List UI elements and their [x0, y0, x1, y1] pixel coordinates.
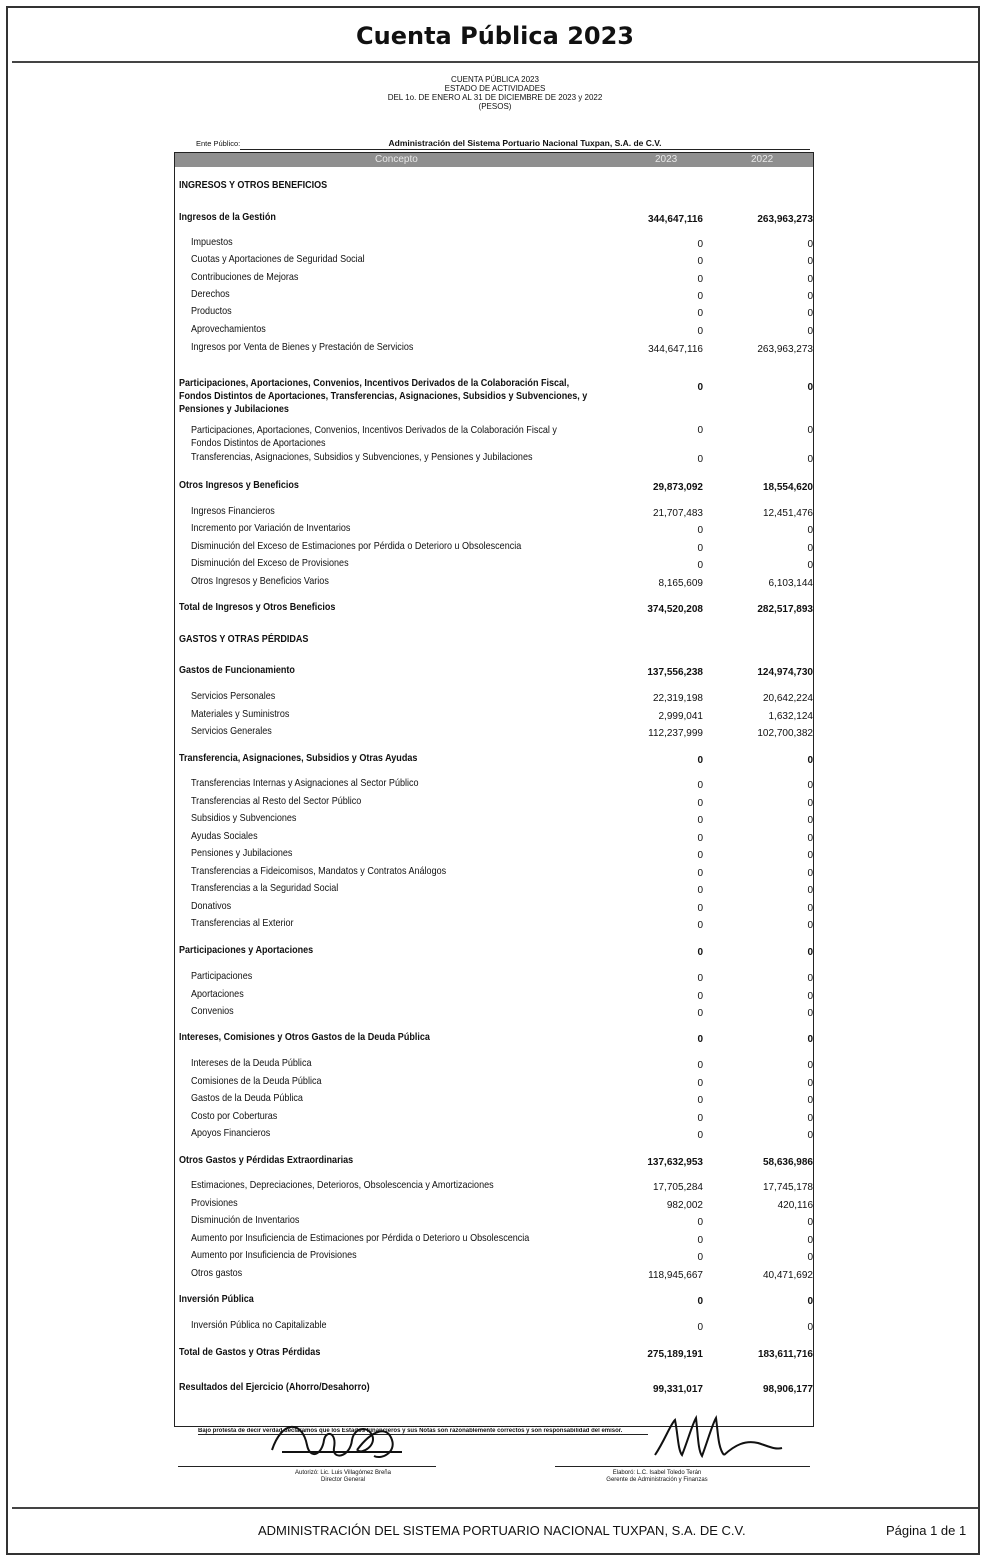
table-row	[175, 522, 813, 538]
row-label: Participaciones, Aportaciones, Convenios, Incentivos Derivados de la Colaboración Fiscal,	[179, 377, 570, 389]
row-label: INGRESOS Y OTROS BENEFICIOS	[179, 179, 328, 191]
row-label: Comisiones de la Deuda Pública	[191, 1075, 322, 1087]
value-2023: 0	[697, 1095, 703, 1106]
value-2023: 99,331,017	[652, 1384, 703, 1395]
top-divider	[12, 61, 978, 63]
value-2023: 275,189,191	[647, 1349, 703, 1360]
table-row	[175, 479, 813, 495]
table-row	[175, 1197, 813, 1213]
table-row	[175, 1267, 813, 1283]
row-label: Impuestos	[191, 236, 233, 248]
table-row	[175, 1179, 813, 1195]
report-line-4: (PESOS)	[478, 102, 512, 111]
value-2023: 0	[697, 1235, 703, 1246]
value-2023: 0	[697, 256, 703, 267]
row-label-continued: Pensiones y Jubilaciones	[179, 403, 289, 415]
row-label-continued: Fondos Distintos de Aportaciones	[191, 437, 326, 449]
signature-left	[262, 1410, 412, 1470]
footer-organization: ADMINISTRACIÓN DEL SISTEMA PORTUARIO NACIONAL TUXPAN, S.A. DE C.V.	[258, 1523, 746, 1538]
row-label: Transferencias Internas y Asignaciones al Sector Público	[191, 777, 419, 789]
signer-right	[582, 1470, 732, 1484]
table-row	[175, 664, 813, 680]
value-2023: 344,647,116	[648, 344, 703, 355]
report-line-1: CUENTA PÚBLICA 2023	[451, 75, 539, 84]
table-row	[175, 1057, 813, 1073]
table-row	[175, 1127, 813, 1143]
table-row	[175, 795, 813, 811]
value-2022: 0	[807, 560, 813, 571]
table-row	[175, 917, 813, 933]
table-row	[175, 777, 813, 793]
value-2023: 0	[697, 1008, 703, 1019]
value-2023: 0	[697, 1034, 703, 1045]
signature-line-left	[178, 1466, 436, 1467]
value-2022: 20,642,224	[762, 693, 813, 704]
row-label: Gastos de la Deuda Pública	[191, 1092, 303, 1104]
value-2022: 0	[807, 850, 813, 861]
value-2022: 0	[807, 425, 813, 436]
value-2022: 0	[807, 947, 813, 958]
value-2022: 0	[807, 868, 813, 879]
value-2023: 0	[697, 425, 703, 436]
value-2023: 2,999,041	[658, 711, 703, 722]
table-row	[175, 690, 813, 706]
table-row	[175, 236, 813, 252]
value-2022: 0	[807, 798, 813, 809]
value-2023: 0	[697, 755, 703, 766]
value-2023: 0	[697, 525, 703, 536]
value-2023: 0	[697, 920, 703, 931]
row-label: Derechos	[191, 288, 230, 300]
value-2023: 0	[697, 1060, 703, 1071]
value-2022: 17,745,178	[762, 1182, 813, 1193]
value-2022: 0	[807, 991, 813, 1002]
row-label: Pensiones y Jubilaciones	[191, 847, 293, 859]
row-label: Otros Ingresos y Beneficios	[179, 479, 299, 491]
row-label: Ayudas Sociales	[191, 830, 258, 842]
table-row	[175, 1232, 813, 1248]
row-label: Subsidios y Subvenciones	[191, 812, 297, 824]
value-2023: 0	[697, 885, 703, 896]
row-label: Disminución del Exceso de Provisiones	[191, 557, 349, 569]
value-2022: 0	[807, 1296, 813, 1307]
table-row	[175, 1110, 813, 1126]
table-row	[175, 179, 813, 195]
row-label: GASTOS Y OTRAS PÉRDIDAS	[179, 633, 309, 645]
table-row	[175, 575, 813, 591]
footer-page-number: Página 1 de 1	[886, 1523, 967, 1538]
value-2022: 0	[807, 903, 813, 914]
table-row	[175, 211, 813, 227]
row-label: Costo por Coberturas	[191, 1110, 278, 1122]
row-label: Intereses, Comisiones y Otros Gastos de la Deuda Pública	[179, 1031, 430, 1043]
table-row	[175, 1154, 813, 1170]
table-row	[175, 1214, 813, 1230]
row-label: Aumento por Insuficiencia de Estimaciones por Pérdida o Deterioro u Obsolescencia	[191, 1232, 530, 1244]
table-row	[175, 288, 813, 304]
row-label: Otros Ingresos y Beneficios Varios	[191, 575, 329, 587]
row-label: Provisiones	[191, 1197, 238, 1209]
value-2022: 98,906,177	[762, 1384, 813, 1395]
value-2023: 8,165,609	[658, 578, 703, 589]
table-row	[175, 601, 813, 617]
value-2022: 0	[807, 1252, 813, 1263]
value-2022: 0	[807, 1034, 813, 1045]
value-2022: 263,963,273	[757, 214, 813, 225]
table-row	[175, 812, 813, 828]
row-label: Inversión Pública	[179, 1293, 254, 1305]
value-2022: 0	[807, 454, 813, 465]
value-2023: 0	[697, 798, 703, 809]
row-label: Total de Ingresos y Otros Beneficios	[179, 601, 336, 613]
table-row	[175, 424, 813, 449]
row-label: Transferencia, Asignaciones, Subsidios y Otras Ayudas	[179, 752, 418, 764]
value-2022: 0	[807, 1113, 813, 1124]
signature-declaration: Bajo protesta de decir verdad declaramos que los Estados Financieros y sus Notas son razonablemente correctos y son responsabilidad del emisor.	[198, 1428, 648, 1435]
value-2023: 0	[697, 239, 703, 250]
value-2023: 0	[697, 850, 703, 861]
signer-left	[268, 1470, 418, 1484]
value-2022: 40,471,692	[762, 1270, 813, 1281]
row-label: Otros Gastos y Pérdidas Extraordinarias	[179, 1154, 354, 1166]
table-row	[175, 540, 813, 556]
value-2023: 22,319,198	[652, 693, 703, 704]
value-2022: 263,963,273	[757, 344, 813, 355]
row-label: Donativos	[191, 900, 232, 912]
row-label: Servicios Personales	[191, 690, 276, 702]
value-2023: 0	[697, 991, 703, 1002]
value-2022: 18,554,620	[762, 482, 813, 493]
value-2022: 0	[807, 1095, 813, 1106]
table-row	[175, 323, 813, 339]
signer-right-name: Elaboró: L.C. Isabel Toledo Terán	[612, 1470, 702, 1476]
row-label: Transferencias, Asignaciones, Subsidios y Subvenciones, y Pensiones y Jubilaciones	[191, 451, 533, 463]
value-2023: 0	[697, 833, 703, 844]
row-label: Ingresos por Venta de Bienes y Prestación de Servicios	[191, 341, 414, 353]
page-title: Cuenta Pública 2023	[356, 22, 634, 50]
table-row	[175, 988, 813, 1004]
value-2022: 0	[807, 308, 813, 319]
statement-table	[174, 152, 814, 1427]
table-row	[175, 970, 813, 986]
value-2023: 0	[697, 1252, 703, 1263]
value-2022: 0	[807, 1217, 813, 1228]
row-label: Disminución del Exceso de Estimaciones por Pérdida o Deterioro u Obsolescencia	[191, 540, 522, 552]
value-2023: 0	[697, 308, 703, 319]
value-2023: 137,632,953	[647, 1157, 703, 1168]
value-2022: 12,451,476	[762, 508, 813, 519]
value-2023: 0	[697, 274, 703, 285]
bottom-divider	[12, 1507, 978, 1509]
value-2022: 0	[807, 291, 813, 302]
signer-right-title: Gerente de Administración y Finanzas	[606, 1477, 708, 1483]
value-2022: 0	[807, 239, 813, 250]
row-label: Aportaciones	[191, 988, 244, 1000]
value-2023: 0	[697, 1130, 703, 1141]
value-2023: 0	[697, 560, 703, 571]
value-2023: 21,707,483	[652, 508, 703, 519]
value-2023: 0	[697, 903, 703, 914]
table-row	[175, 271, 813, 287]
table-row	[175, 633, 813, 649]
value-2023: 118,945,667	[648, 1270, 703, 1281]
report-line-2: ESTADO DE ACTIVIDADES	[444, 84, 546, 93]
row-label: Contribuciones de Mejoras	[191, 271, 299, 283]
row-label: Convenios	[191, 1005, 234, 1017]
value-2022: 1,632,124	[768, 711, 813, 722]
value-2023: 344,647,116	[647, 214, 703, 225]
signature-line-right	[555, 1466, 810, 1467]
report-line-3: DEL 1o. DE ENERO AL 31 DE DICIEMBRE DE 2023 y 2022	[387, 93, 603, 102]
value-2022: 0	[807, 326, 813, 337]
table-row	[175, 1075, 813, 1091]
table-row	[175, 1249, 813, 1265]
value-2022: 0	[807, 780, 813, 791]
table-header	[175, 153, 813, 167]
value-2022: 183,611,716	[757, 1349, 813, 1360]
table-row	[175, 830, 813, 846]
table-row	[175, 557, 813, 573]
table-row	[175, 1319, 813, 1335]
signer-left-title: Director General	[320, 1477, 365, 1483]
table-row	[175, 305, 813, 321]
table-row	[175, 451, 813, 467]
column-header-2022: 2022	[751, 154, 774, 165]
table-row	[175, 900, 813, 916]
report-header	[0, 75, 990, 111]
value-2022: 0	[807, 1008, 813, 1019]
value-2023: 0	[697, 1078, 703, 1089]
table-row	[175, 1381, 813, 1397]
row-label: Disminución de Inventarios	[191, 1214, 300, 1226]
value-2022: 0	[807, 833, 813, 844]
value-2022: 282,517,893	[757, 604, 813, 615]
value-2023: 17,705,284	[652, 1182, 703, 1193]
row-label: Estimaciones, Depreciaciones, Deterioros, Obsolescencia y Amortizaciones	[191, 1179, 494, 1191]
value-2023: 0	[697, 382, 703, 393]
row-label: Ingresos Financieros	[191, 505, 275, 517]
value-2022: 0	[807, 382, 813, 393]
value-2023: 0	[697, 454, 703, 465]
value-2023: 0	[697, 973, 703, 984]
table-row	[175, 847, 813, 863]
row-label-continued: Fondos Distintos de Aportaciones, Transferencias, Asignaciones, Subsidios y Subvenciones, y	[179, 390, 588, 402]
table-row	[175, 253, 813, 269]
value-2022: 124,974,730	[757, 667, 813, 678]
row-label: Transferencias al Exterior	[191, 917, 294, 929]
value-2022: 0	[807, 920, 813, 931]
value-2023: 0	[697, 780, 703, 791]
row-label: Participaciones y Aportaciones	[179, 944, 314, 956]
value-2022: 420,116	[777, 1200, 813, 1211]
table-row	[175, 944, 813, 960]
entity-name: Administración del Sistema Portuario Nacional Tuxpan, S.A. de C.V.	[240, 138, 810, 150]
row-label: Productos	[191, 305, 232, 317]
table-row	[175, 708, 813, 724]
value-2023: 0	[697, 326, 703, 337]
row-label: Materiales y Suministros	[191, 708, 290, 720]
value-2023: 0	[697, 1296, 703, 1307]
column-header-2023: 2023	[655, 154, 678, 165]
row-label: Transferencias a Fideicomisos, Mandatos y Contratos Análogos	[191, 865, 447, 877]
value-2023: 374,520,208	[647, 604, 703, 615]
row-label: Participaciones, Aportaciones, Convenios, Incentivos Derivados de la Colaboración Fiscal y	[191, 424, 557, 436]
value-2022: 102,700,382	[757, 728, 813, 739]
value-2022: 0	[807, 543, 813, 554]
signer-left-name: Autorizó: Lic. Luis Villagómez Breña	[295, 1470, 391, 1476]
table-row	[175, 377, 813, 415]
value-2022: 0	[807, 885, 813, 896]
value-2022: 0	[807, 274, 813, 285]
table-row	[175, 725, 813, 741]
value-2023: 0	[697, 291, 703, 302]
row-label: Cuotas y Aportaciones de Seguridad Social	[191, 253, 365, 265]
row-label: Gastos de Funcionamiento	[179, 664, 295, 676]
signature-right	[640, 1410, 790, 1470]
row-label: Otros gastos	[191, 1267, 243, 1279]
value-2023: 0	[697, 543, 703, 554]
row-label: Resultados del Ejercicio (Ahorro/Desahorro)	[179, 1381, 370, 1393]
value-2023: 0	[697, 947, 703, 958]
table-row	[175, 882, 813, 898]
value-2023: 0	[697, 1217, 703, 1228]
row-label: Transferencias al Resto del Sector Público	[191, 795, 362, 807]
value-2022: 0	[807, 1078, 813, 1089]
value-2023: 0	[697, 868, 703, 879]
row-label: Intereses de la Deuda Pública	[191, 1057, 312, 1069]
row-label: Total de Gastos y Otras Pérdidas	[179, 1346, 321, 1358]
value-2022: 0	[807, 1060, 813, 1071]
value-2022: 6,103,144	[768, 578, 813, 589]
row-label: Servicios Generales	[191, 725, 272, 737]
value-2022: 0	[807, 755, 813, 766]
table-row	[175, 1346, 813, 1362]
row-label: Ingresos de la Gestión	[179, 211, 276, 223]
value-2022: 0	[807, 525, 813, 536]
table-row	[175, 1293, 813, 1309]
value-2022: 58,636,986	[762, 1157, 813, 1168]
table-row	[175, 1005, 813, 1021]
value-2023: 982,002	[666, 1200, 703, 1211]
table-row	[175, 752, 813, 768]
entity-label: Ente Público:	[196, 139, 241, 148]
table-row	[175, 505, 813, 521]
table-row	[175, 865, 813, 881]
value-2022: 0	[807, 815, 813, 826]
value-2022: 0	[807, 1130, 813, 1141]
table-row	[175, 341, 813, 357]
value-2022: 0	[807, 256, 813, 267]
row-label: Apoyos Financieros	[191, 1127, 271, 1139]
row-label: Incremento por Variación de Inventarios	[191, 522, 351, 534]
value-2023: 0	[697, 1113, 703, 1124]
row-label: Inversión Pública no Capitalizable	[191, 1319, 327, 1331]
table-row	[175, 1092, 813, 1108]
table-row	[175, 1031, 813, 1047]
value-2022: 0	[807, 973, 813, 984]
value-2022: 0	[807, 1235, 813, 1246]
value-2022: 0	[807, 1322, 813, 1333]
row-label: Participaciones	[191, 970, 253, 982]
value-2023: 0	[697, 1322, 703, 1333]
value-2023: 112,237,999	[648, 728, 703, 739]
row-label: Transferencias a la Seguridad Social	[191, 882, 339, 894]
row-label: Aumento por Insuficiencia de Provisiones	[191, 1249, 357, 1261]
row-label: Aprovechamientos	[191, 323, 266, 335]
value-2023: 29,873,092	[652, 482, 703, 493]
column-header-concept: Concepto	[375, 154, 418, 165]
value-2023: 0	[697, 815, 703, 826]
value-2023: 137,556,238	[647, 667, 703, 678]
